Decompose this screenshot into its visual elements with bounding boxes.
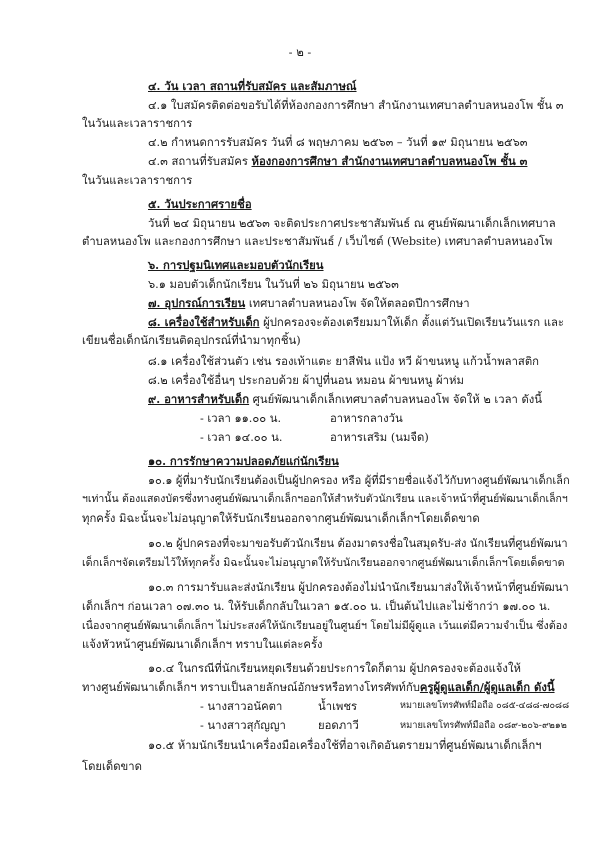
s6-p1: ๖.๑ มอบตัวเด็กนักเรียน ในวันที่ ๒๖ มิถุนายน ๒๕๖๓ xyxy=(148,278,399,291)
s8-p1: ๘.๑ เครื่องใช้ส่วนตัว เช่น รองเท้าแตะ ยาสีฟัน แป้ง หวี ผ้าขนหนู แก้วน้ำพลาสติก xyxy=(148,355,539,368)
s4-p3b: ในวันและเวลาราชการ xyxy=(82,174,193,187)
s9-row-1-meal: อาหารกลางวัน xyxy=(330,412,403,425)
section-10-heading: ๑๐. การรักษาความปลอดภัยแก่นักเรียน xyxy=(148,454,339,468)
contact-1-last: น้ำเพชร xyxy=(318,700,358,713)
section-9 xyxy=(148,391,542,408)
contact-2-phone: หมายเลขโทรศัพท์มือถือ ๐๘๙-๒๐๖-๙๒๑๒ xyxy=(400,720,567,731)
s10-p4b-bold: ครูผู้ดูแลเด็ก/ผู้ดูแลเด็ก ดังนี้ xyxy=(419,680,555,694)
s4-p1b: ในวันและเวลาราชการ xyxy=(82,117,193,130)
section-5-heading: ๕. วันประกาศรายชื่อ xyxy=(148,197,252,211)
s5-p1a: วันที่ ๒๔ มิถุนายน ๒๕๖๓ จะติดประกาศประชาสัมพันธ์ ณ ศูนย์พัฒนาเด็กเล็กเทศบาล xyxy=(148,217,556,230)
s4-p3-pre: ๔.๓ สถานที่รับสมัคร xyxy=(148,155,252,168)
section-8 xyxy=(148,314,564,331)
s4-p2: ๔.๒ กำหนดการรับสมัคร วันที่ ๘ พฤษภาคม ๒๕๖๓ – วันที่ ๑๙ มิถุนายน ๒๕๖๓ xyxy=(148,136,528,149)
s10-p1a: ๑๐.๑ ผู้ที่มารับนักเรียนต้องเป็นผู้ปกครอง หรือ ผู้ที่มีรายชื่อแจ้งไว้กับทางศูนย์พัฒนาเด็กเล็ก xyxy=(148,474,570,487)
s8-text: ผู้ปกครองจะต้องเตรียมมาให้เด็ก ตั้งแต่วันเปิดเรียนวันแรก และ xyxy=(259,316,564,329)
s10-p3b: เด็กเล็กฯ ก่อนเวลา ๐๗.๓๐ น. ให้รับเด็กกลับในเวลา ๑๕.๐๐ น. เป็นต้นไปและไม่ช้ากว่า ๑๗.๐๐ น. xyxy=(82,600,551,613)
s9-row-1-time: - เวลา ๑๑.๐๐ น. xyxy=(200,412,282,425)
s10-p3a: ๑๐.๓ การมารับและส่งนักเรียน ผู้ปกครองต้องไม่นำนักเรียนมาส่งให้เจ้าหน้าที่ศูนย์พัฒนา xyxy=(148,581,569,594)
section-9-heading: ๙. อาหารสำหรับเด็ก xyxy=(148,392,250,406)
s10-p2b: เด็กเล็กฯจัดเตรียมไว้ให้ทุกครั้ง มิฉะนั้นจะไม่อนุญาตให้รับนักเรียนออกจากศูนย์พัฒนาเด็กเล็กฯโดยเด็ดขาด xyxy=(82,556,565,569)
s9-text: ศูนย์พัฒนาเด็กเล็กเทศบาลตำบลหนองโพ จัดให้ ๒ เวลา ดังนี้ xyxy=(249,393,543,406)
s4-p3 xyxy=(148,153,527,170)
s7-text: เทศบาลตำบลหนองโพ จัดให้ตลอดปีการศึกษา xyxy=(245,297,470,310)
s10-p5b: โดยเด็ดขาด xyxy=(82,760,142,773)
s10-p1b: ฯเท่านั้น ต้องแสดงบัตรซึ่งทางศูนย์พัฒนาเด็กเล็กฯออกให้สำหรับตัวนักเรียน และเจ้าหน้าที่ศูนย์พัฒนาเด็กเล็กฯ xyxy=(82,493,568,505)
s10-p3d: แจ้งหัวหน้าศูนย์พัฒนาเด็กเล็กฯ ทราบในแต่ละครั้ง xyxy=(82,638,323,651)
s10-p4a: ๑๐.๔ ในกรณีที่นักเรียนหยุดเรียนด้วยประการใดก็ตาม ผู้ปกครองจะต้องแจ้งให้ xyxy=(148,662,521,675)
s10-p1c: ทุกครั้ง มิฉะนั้นจะไม่อนุญาตให้รับนักเรียนออกจากศูนย์พัฒนาเด็กเล็กฯโดยเด็ดขาด xyxy=(82,512,480,525)
section-7-heading: ๗. อุปกรณ์การเรียน xyxy=(148,296,246,310)
s8-p2: ๘.๒ เครื่องใช้อื่นๆ ประกอบด้วย ผ้าปูที่นอน หมอน ผ้าขนหนู ผ้าห่ม xyxy=(148,374,464,387)
s10-p4b xyxy=(82,679,555,696)
page-number: - ๒ - xyxy=(288,45,312,59)
s4-p1a: ๔.๑ ใบสมัครติดต่อขอรับได้ที่ห้องกองการศึกษา สำนักงานเทศบาลตำบลหนองโพ ชั้น ๓ xyxy=(148,99,564,112)
s10-p2a: ๑๐.๒ ผู้ปกครองที่จะมาขอรับตัวนักเรียน ต้องมาตรงชื่อในสมุดรับ-ส่ง นักเรียนที่ศูนย์พัฒนา xyxy=(148,537,568,550)
section-4-heading: ๔. วัน เวลา สถานที่รับสมัคร และสัมภาษณ์ xyxy=(148,79,357,93)
s9-row-2-meal: อาหารเสริม (นมจืด) xyxy=(330,431,429,444)
s4-p3-bold: ห้องกองการศึกษา สำนักงานเทศบาลตำบลหนองโพ ชั้น ๓ xyxy=(251,154,528,168)
s8-p0b: เขียนชื่อเด็กนักเรียนติดอุปกรณ์ที่นำมาทุกชิ้น) xyxy=(82,334,301,347)
contact-1-phone: หมายเลขโทรศัพท์มือถือ ๐๘๕-๔๘๘-๗๐๘๘ xyxy=(400,701,570,711)
s9-row-2-time: - เวลา ๑๔.๐๐ น. xyxy=(200,431,283,444)
s10-p3c: เนื่องจากศูนย์พัฒนาเด็กเล็กฯ ไม่ประสงค์ให้นักเรียนอยู่ในศูนย์ฯ โดยไม่มีผู้ดูแล เว้นแต่มีความจำเป็น ซึ่งต้อง xyxy=(82,619,568,632)
section-6-heading: ๖. การปฐมนิเทศและมอบตัวนักเรียน xyxy=(148,258,324,272)
contact-1-first: - นางสาวอนัคตา xyxy=(200,700,283,713)
contact-2-first: - นางสาวสุกัญญา xyxy=(200,719,286,732)
s10-p4b-pre: ทางศูนย์พัฒนาเด็กเล็กฯ ทราบเป็นลายลักษณ์อักษรหรือทางโทรศัพท์กับ xyxy=(82,681,420,694)
section-7 xyxy=(148,295,470,312)
contact-2-last: ยอดภาวี xyxy=(318,719,359,732)
section-8-heading: ๘. เครื่องใช้สำหรับเด็ก xyxy=(148,315,260,329)
s5-p1b: ตำบลหนองโพ และกองการศึกษา และประชาสัมพันธ์ / เว็บไซต์ (Website) เทศบาลตำบลหนองโพ xyxy=(82,235,553,248)
s10-p5a: ๑๐.๕ ห้ามนักเรียนนำเครื่องมือเครื่องใช้ที่อาจเกิดอันตรายมาที่ศูนย์พัฒนาเด็กเล็กฯ xyxy=(148,739,542,752)
